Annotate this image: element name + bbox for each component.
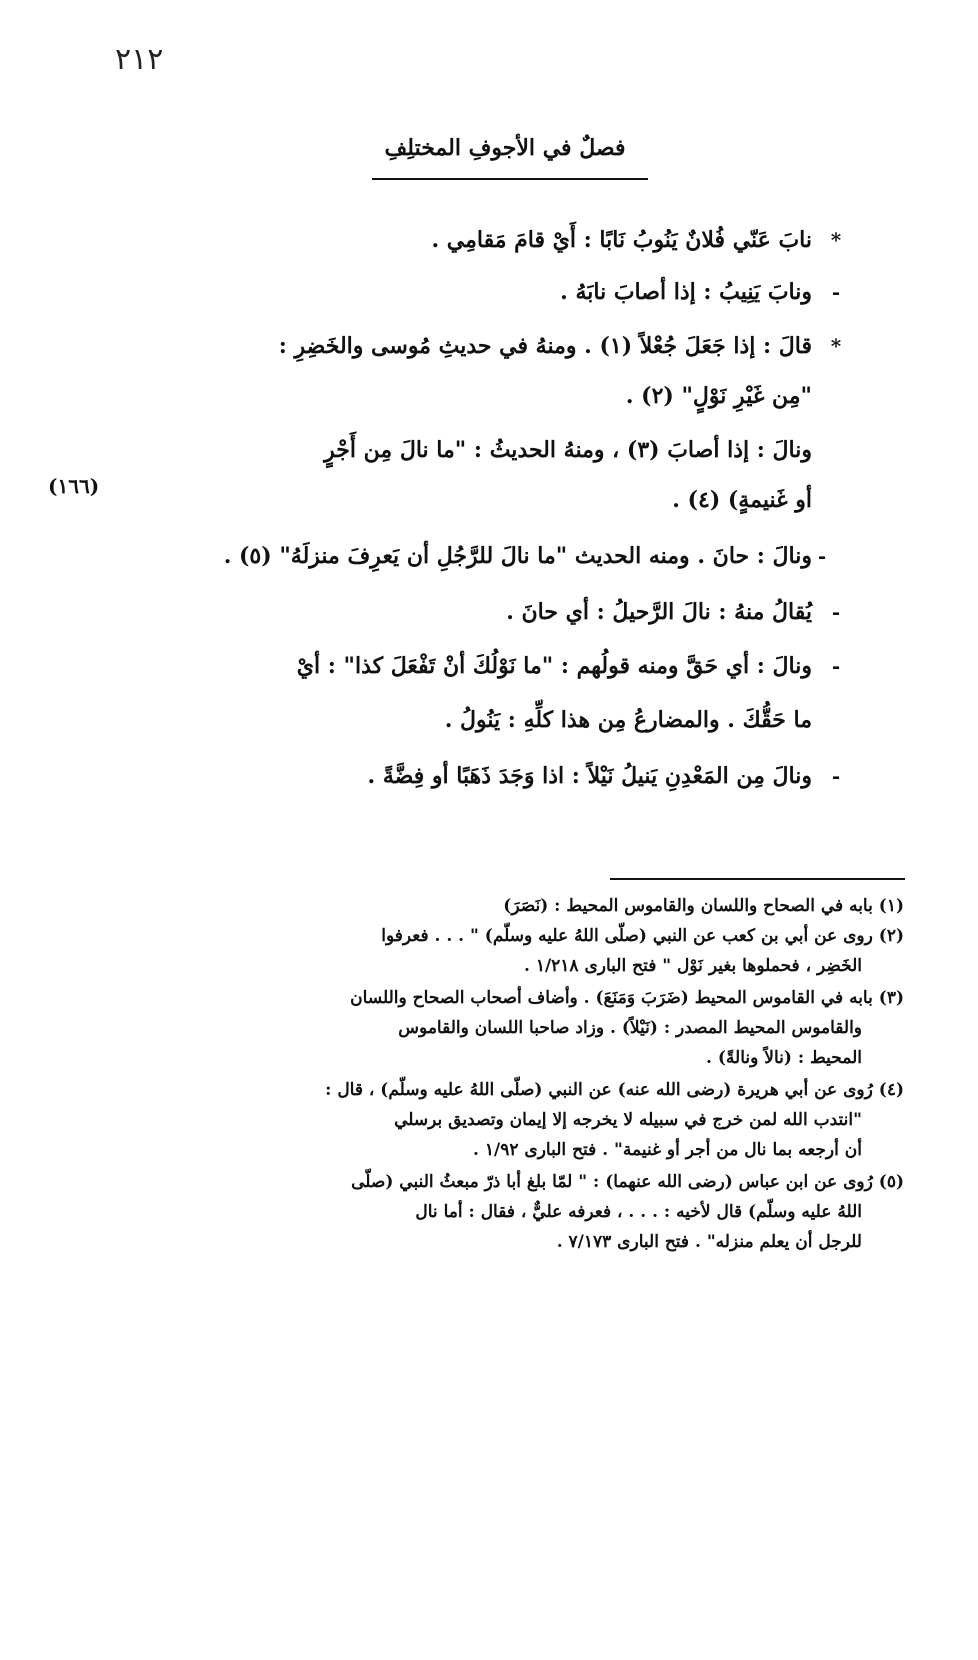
footnote-line: (١) بابه في الصحاح واللسان والقاموس المحيط : (نَصَرَ) bbox=[503, 896, 904, 916]
entry-line: ونالَ : حانَ . ومنه الحديث "ما نالَ للرَّجُلِ أن يَعرِفَ منزلَهُ" (٥) . bbox=[223, 543, 812, 569]
entry-line: قالَ : إذا جَعَلَ جُعْلاً (١) . ومنهُ في حديثِ مُوسى والخَضِرِ : bbox=[278, 333, 812, 359]
entry-marker: - bbox=[831, 600, 841, 624]
entry-marker: - bbox=[817, 544, 827, 568]
entry-line: ونالَ : أي حَقَّ ومنه قولُهم : "ما نَوْلُكَ أنْ تَفْعَلَ كذا" : أيْ bbox=[296, 653, 812, 679]
footnote-line: (٤) رُوى عن أبي هريرة (رضى الله عنه) عن النبي (صلّى اللهُ عليه وسلّم) ، قال : bbox=[325, 1080, 904, 1100]
entry-line: ونالَ : إذا أصابَ (٣) ، ومنهُ الحديثُ : "ما نالَ مِن أَجْرٍ bbox=[324, 437, 812, 463]
side-page-reference: (١٦٦) bbox=[48, 474, 100, 498]
entry-marker: - bbox=[831, 654, 841, 678]
entry-continuation: ما حَقُّكَ . والمضارعُ مِن هذا كلِّهِ : يَنُولُ . bbox=[444, 707, 812, 733]
entry-marker: - bbox=[831, 764, 841, 788]
footnote-line: الخَضِر ، فحملوها بغير نَوْل " فتح البارى ١/٢١٨ . bbox=[523, 956, 862, 976]
footnote-line: للرجل أن يعلم منزله" . فتح البارى ٧/١٧٣ . bbox=[556, 1232, 862, 1252]
entry-line: يُقالُ منهُ : نالَ الرَّحيلُ : أي حانَ . bbox=[506, 599, 812, 625]
footnote-line: "انتدب الله لمن خرج في سبيله لا يخرجه إلا إيمان وتصديق برسلي bbox=[394, 1110, 862, 1130]
footnote-separator bbox=[610, 878, 905, 880]
entry-line: نابَ عَنّي فُلانٌ يَنُوبُ نَابًا : أَيْ قامَ مَقامِي . bbox=[431, 227, 812, 253]
footnote-line: (٣) بابه في القاموس المحيط (ضَرَبَ وَمَنَعَ) . وأضاف أصحاب الصحاح واللسان bbox=[350, 988, 904, 1008]
entry-continuation: "مِن غَيْرِ نَوْلٍ" (٢) . bbox=[625, 383, 812, 409]
footnote-line: اللهُ عليه وسلّم) قال لأخيه : . . . ، فعرفه عليٌّ ، فقال : أما نال bbox=[415, 1202, 862, 1222]
footnote-line: والقاموس المحيط المصدر : (نَيْلاً) . وزاد صاحبا اللسان والقاموس bbox=[398, 1018, 862, 1038]
footnote-line: (٢) روى عن أبي بن كعب عن النبي (صلّى اللهُ عليه وسلّم) " . . . فعرفوا bbox=[381, 926, 904, 946]
entry-line: ونابَ يَنِيبُ : إذا أصابَ نابَهُ . bbox=[560, 279, 812, 305]
entry-line: ونالَ مِن المَعْدِنِ يَنيلُ نَيْلاً : اذا وَجَدَ ذَهَبًا أو فِضَّةً . bbox=[367, 763, 812, 789]
footnote-line: أن أرجعه بما نال من أجر أو غنيمة" . فتح البارى ١/٩٢ . bbox=[473, 1140, 862, 1160]
section-heading: فصلٌ في الأجوفِ المختلِفِ bbox=[384, 135, 626, 161]
entry-marker: * bbox=[830, 228, 842, 252]
footnote-line: (٥) رُوى عن ابن عباس (رضى الله عنهما) : " لمّا بلغ أبا ذرّ مبعثُ النبي (صلّى bbox=[351, 1172, 904, 1192]
entry-continuation: أو غَنيمةٍ) (٤) . bbox=[672, 487, 812, 513]
entry-marker: * bbox=[830, 334, 842, 358]
footnote-line: المحيط : (نالاً ونالةً) . bbox=[706, 1048, 862, 1068]
entry-marker: - bbox=[831, 280, 841, 304]
heading-underline bbox=[372, 178, 648, 180]
page-number: ٢١٢ bbox=[115, 42, 164, 77]
